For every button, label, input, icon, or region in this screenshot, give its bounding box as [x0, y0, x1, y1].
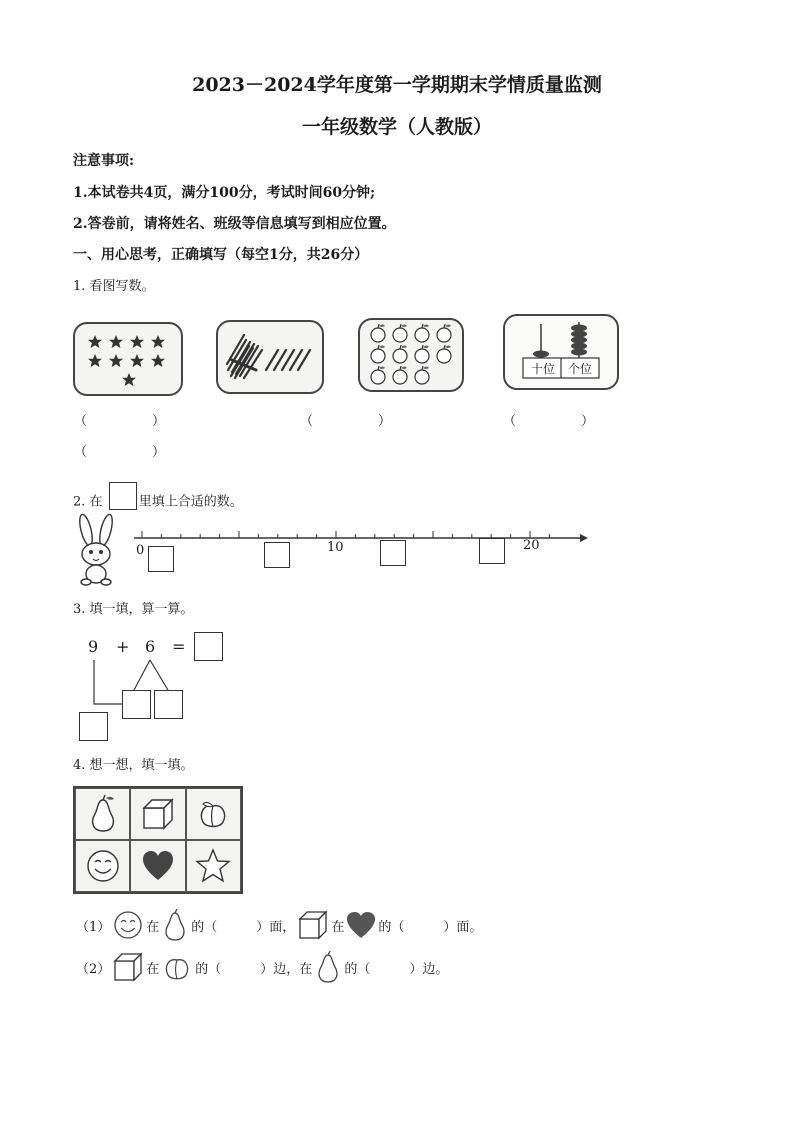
stars-card	[73, 322, 183, 396]
q1-blank-2[interactable]: （ ）	[300, 414, 392, 429]
notes-item-2: 2.答卷前，请将姓名、班级等信息填写到相应位置。	[73, 216, 396, 232]
q4-sub2-text-1: 在	[146, 961, 160, 977]
star-icon	[194, 847, 232, 885]
q2-answer-box-2[interactable]	[264, 542, 290, 568]
heart-icon	[141, 850, 175, 882]
stars-icon	[75, 324, 181, 394]
notes-heading: 注意事项:	[73, 153, 135, 169]
q3-split-box-2[interactable]	[154, 690, 183, 719]
sticks-icon	[218, 322, 322, 392]
q3-num-1: 9	[88, 637, 99, 656]
notes-item-1: 1.本试卷共4页，满分100分，考试时间60分钟;	[73, 185, 376, 201]
cube-icon	[297, 909, 329, 941]
pear-icon	[314, 950, 342, 984]
tick-label-0: 0	[136, 543, 145, 558]
q4-sub1	[76, 908, 482, 942]
q2-label-post: 里填上合适的数。	[138, 494, 243, 510]
grid-cell-star	[186, 840, 241, 892]
abacus-tens-label: 十位	[530, 362, 555, 376]
tick-label-20: 20	[523, 538, 540, 553]
grid-cell-cube	[130, 788, 185, 840]
tick-label-10: 10	[327, 540, 344, 555]
heart-icon	[346, 911, 376, 939]
peach-icon	[195, 796, 231, 832]
q4-sub1-text-2[interactable]: 的（ ）面，	[191, 919, 296, 935]
abacus-card	[503, 314, 619, 390]
position-grid	[73, 786, 243, 894]
cube-icon	[140, 796, 176, 832]
apples-card	[358, 318, 464, 392]
q3-sum-box[interactable]	[79, 712, 108, 741]
grid-cell-peach	[186, 788, 241, 840]
smiley-icon	[112, 909, 144, 941]
q2-answer-box-4[interactable]	[479, 538, 505, 564]
exam-subtitle: 一年级数学（人教版）	[301, 116, 492, 138]
pear-icon	[86, 794, 120, 834]
pear-icon	[161, 908, 189, 942]
q4-sub1-text-3: 在	[331, 919, 345, 935]
grid-cell-heart	[130, 840, 185, 892]
q4-sub2-text-2[interactable]: 的（ ）边，在	[195, 961, 313, 977]
q4-sub1-number: （1）	[76, 919, 111, 935]
q4-sub2	[76, 950, 448, 984]
smiley-icon	[84, 847, 122, 885]
q2-answer-box-1[interactable]	[148, 546, 174, 572]
section-1-heading: 一、用心思考，正确填写（每空1分，共26分）	[73, 247, 369, 263]
answer-box-icon	[109, 482, 137, 510]
q4-label: 4. 想一想，填一填。	[73, 758, 194, 773]
grid-cell-smiley	[75, 840, 130, 892]
apple-icon	[360, 320, 462, 390]
q2-label-pre: 2. 在	[73, 494, 103, 510]
q3-equals: =	[172, 637, 186, 656]
grid-cell-pear	[75, 788, 130, 840]
q1-label: 1. 看图写数。	[73, 279, 155, 294]
q1-blank-1[interactable]: （ ）	[74, 414, 166, 429]
peach-icon	[161, 952, 193, 982]
q4-sub2-number: （2）	[76, 961, 111, 977]
abacus-icon	[505, 316, 617, 388]
q1-blank-4[interactable]: （ ）	[74, 445, 166, 460]
q3-num-2: 6	[145, 637, 156, 656]
q1-blank-3[interactable]: （ ）	[503, 414, 595, 429]
exam-title: 2023－2024学年度第一学期期末学情质量监测	[192, 74, 602, 96]
q4-sub2-text-3[interactable]: 的（ ）边。	[344, 961, 449, 977]
rabbit-icon	[72, 512, 120, 586]
q4-sub1-text-1: 在	[146, 919, 160, 935]
q3-op-plus: +	[116, 637, 130, 656]
abacus-ones-label: 个位	[567, 362, 592, 376]
q4-sub1-text-4[interactable]: 的（ ）面。	[378, 919, 483, 935]
q3-split-box-1[interactable]	[122, 690, 151, 719]
q3-label: 3. 填一填，算一算。	[73, 602, 194, 617]
q2-answer-box-3[interactable]	[380, 540, 406, 566]
cube-icon	[112, 951, 144, 983]
sticks-card	[216, 320, 324, 394]
